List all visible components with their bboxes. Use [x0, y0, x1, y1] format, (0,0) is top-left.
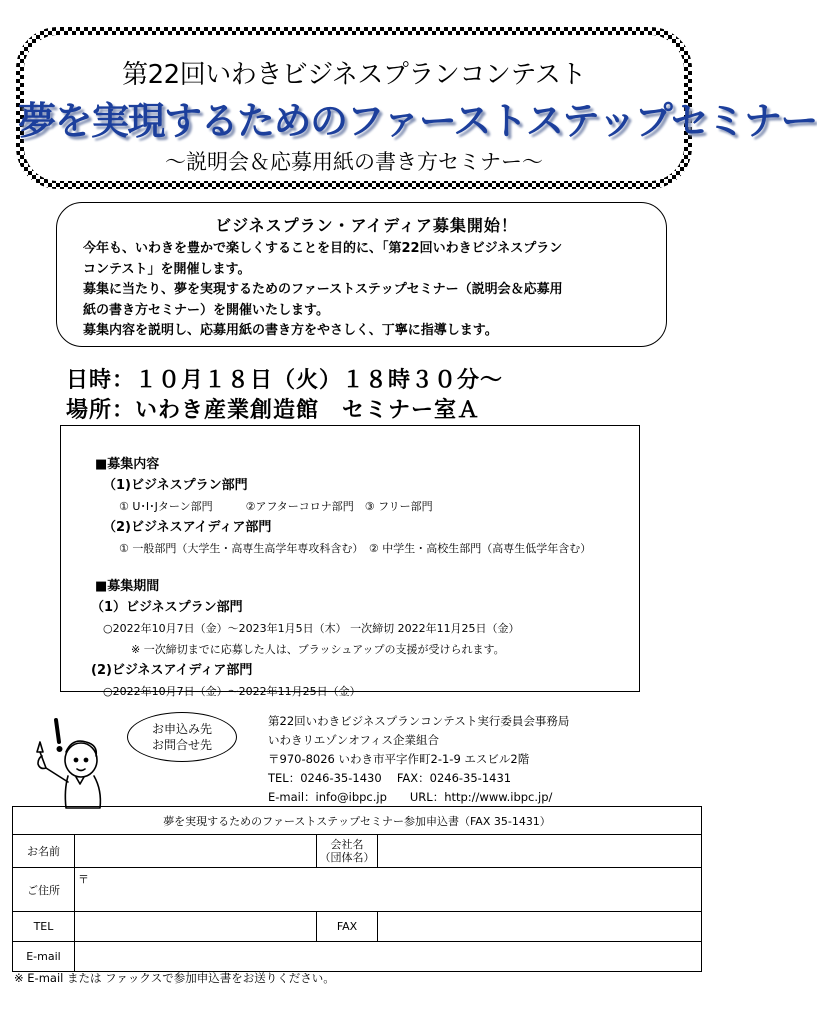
event-place: 場所：いわき産業創造館 セミナー室Ａ	[66, 398, 481, 423]
period-heading: ■募集期間	[95, 579, 160, 594]
period-plan-note: ※ 一次締切までに応募した人は、ブラッシュアップの支援が受けられます。	[131, 643, 505, 656]
org-phone-fax: TEL：0246-35-1430 FAX：0246-35-1431	[268, 771, 512, 785]
email-field[interactable]	[74, 942, 701, 972]
contest-name: 第22回いわきビジネスプランコンテスト	[122, 60, 586, 90]
fax-field[interactable]	[378, 912, 702, 942]
intro-line: コンテスト」を開催します。	[83, 261, 251, 277]
company-label-line: （団体名）	[319, 851, 375, 864]
intro-line: 紙の書き方セミナー）を開催いたします。	[83, 302, 329, 318]
details-box	[60, 425, 640, 698]
period-idea-heading: (2)ビジネスアイディア部門	[91, 663, 253, 678]
event-info	[66, 366, 503, 426]
content-plan-heading: （1)ビジネスプラン部門	[103, 478, 248, 493]
form-title: 夢を実現するためのファーストステップセミナー参加申込書（FAX 35-1431）	[13, 807, 702, 835]
form-footer-note: ※ E-mail または ファックスで参加申込書をお送りください。	[14, 971, 335, 985]
period-idea-dates: ○2022年10月7日（金）～2022年11月25日（金）	[103, 685, 361, 698]
organizer-info	[268, 712, 569, 807]
company-label-line: 会社名	[330, 838, 364, 851]
event-datetime: 日時：１０月１８日（火）１８時３０分～	[66, 368, 504, 393]
company-field[interactable]	[378, 835, 702, 868]
intro-box	[56, 202, 667, 347]
intro-line: 今年も、いわきを豊かで楽しくすることを目的に、「第22回いわきビジネスプラン	[83, 241, 563, 256]
name-field[interactable]	[74, 835, 316, 868]
content-idea-heading: （2)ビジネスアイディア部門	[103, 520, 272, 535]
email-label: E-mail	[13, 942, 75, 972]
name-label: お名前	[13, 835, 75, 868]
org-company: いわきリエゾンオフィス企業組合	[268, 733, 440, 747]
content-plan-items: ① U･I･Jターン部門 ②アフターコロナ部門 ③ フリー部門	[119, 500, 433, 513]
header-frame	[16, 27, 817, 189]
period-plan-dates: ○2022年10月7日（金）～2023年1月5日（木） 一次締切 2022年11月25日（金）	[103, 622, 520, 635]
content-heading: ■募集内容	[95, 457, 160, 472]
fax-label: FAX	[316, 912, 378, 942]
intro-title: ビジネスプラン・アイディア募集開始！	[215, 216, 518, 235]
bubble-line: お問合せ先	[151, 738, 212, 752]
tel-label: TEL	[13, 912, 75, 942]
intro-line: 募集内容を説明し、応募用紙の書き方をやさしく、丁寧に指導します。	[83, 323, 498, 338]
content-idea-items: ① 一般部門（大学生・高専生高学年専攻科含む） ② 中学生・高校生部門（高専生低学年含む）	[119, 542, 592, 555]
tel-field[interactable]	[74, 912, 316, 942]
header-inner	[18, 35, 817, 181]
intro-line: 募集に当たり、夢を実現するためのファーストステップセミナー（説明会＆応募用	[83, 282, 563, 297]
address-label: ご住所	[13, 868, 75, 912]
period-plan-heading: （1）ビジネスプラン部門	[91, 600, 243, 615]
company-label	[316, 835, 378, 868]
address-field[interactable]	[74, 868, 701, 912]
intro-body	[83, 239, 650, 342]
org-address: 〒970-8026 いわき市平字作町2-1-9 エスビル2階	[268, 752, 530, 766]
contact-bubble	[127, 712, 237, 762]
seminar-title: 夢を実現するためのファーストステップセミナー	[18, 99, 817, 143]
application-form	[12, 806, 702, 972]
org-name: 第22回いわきビジネスプランコンテスト実行委員会事務局	[268, 714, 570, 728]
postal-mark: 〒	[77, 873, 89, 886]
pointing-person-illustration	[16, 712, 116, 812]
org-email-url: E-mail：info@ibpc.jp URL：http://www.ibpc.jp/	[268, 790, 553, 804]
bubble-line: お申込み先	[151, 722, 212, 736]
seminar-subtitle: ～説明会＆応募用紙の書き方セミナー～	[165, 150, 543, 174]
